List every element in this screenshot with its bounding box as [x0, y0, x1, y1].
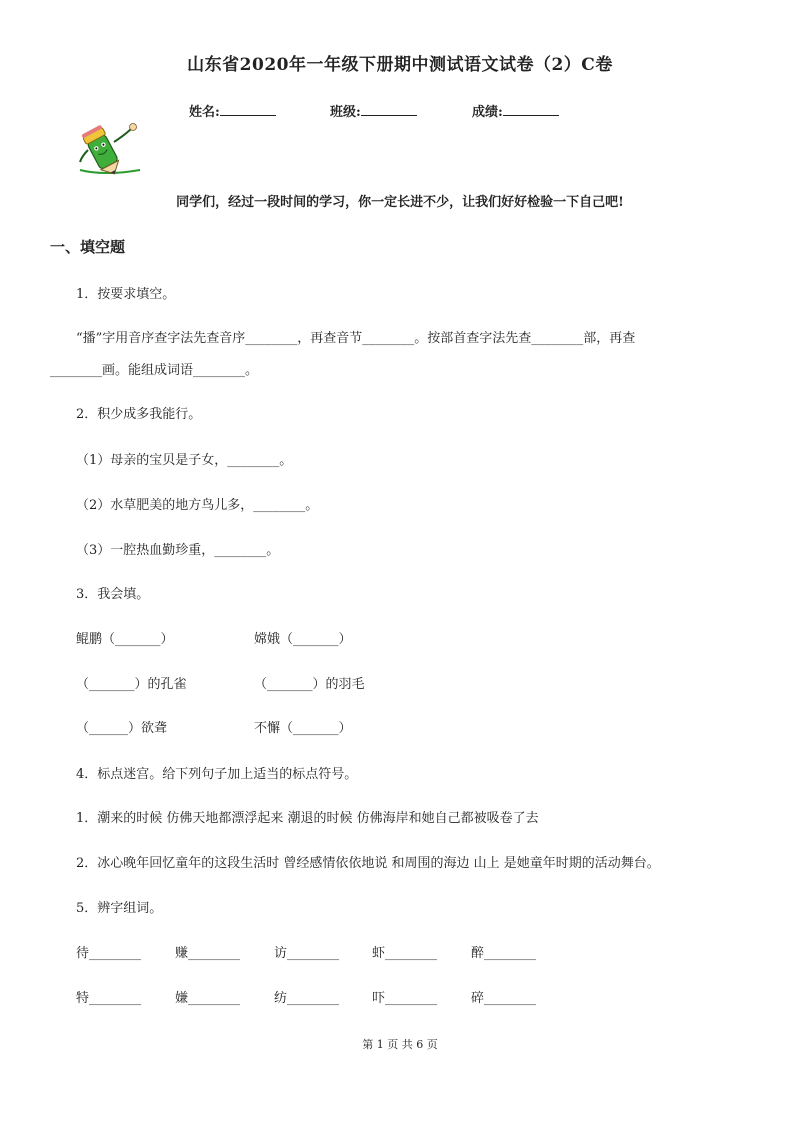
- q5-row1-item: 待________: [76, 946, 142, 961]
- section-heading-fill-blank: 一、填空题: [50, 238, 126, 256]
- q2-item-1: （1）母亲的宝贝是子女，________。: [76, 453, 293, 468]
- q5-row1-item: 醉________: [471, 946, 537, 961]
- q5-row1-item: 赚________: [175, 946, 241, 961]
- q1-line-1: “播”字用音序查字法先查音序________，再查音节________。按部首查字法先查________部，再查: [76, 331, 636, 346]
- q1-line-2: ________画。能组成词语________。: [50, 363, 259, 378]
- q3-title: 3．我会填。: [76, 587, 150, 602]
- q4-title: 4．标点迷宫。给下列句子加上适当的标点符号。: [76, 767, 358, 782]
- name-label: 姓名:: [189, 105, 220, 120]
- q1-title: 1．按要求填空。: [76, 287, 176, 302]
- pencil-mascot-icon: [74, 120, 146, 178]
- q2-item-3: （3）一腔热血勤珍重，________。: [76, 543, 280, 558]
- q5-row2-item: 特________: [76, 991, 142, 1006]
- q2-item-2: （2）水草肥美的地方鸟儿多，________。: [76, 498, 319, 513]
- q5-row2-item: 碎________: [471, 991, 537, 1006]
- q3-row2-col1: （_______）的孔雀: [76, 677, 187, 692]
- q3-row3-col1: （______）欲聋: [76, 721, 168, 736]
- class-field[interactable]: [330, 101, 417, 120]
- class-label: 班级:: [330, 105, 361, 120]
- name-field[interactable]: [189, 101, 276, 120]
- q5-row1-item: 访________: [274, 946, 340, 961]
- score-label: 成绩:: [472, 105, 503, 120]
- q4-sentence-1: 1．潮来的时候 仿佛天地都漂浮起来 潮退的时候 仿佛海岸和她自己都被吸卷了去: [76, 811, 539, 826]
- page-title: 山东省2020年一年级下册期中测试语文试卷（2）C卷: [187, 55, 613, 75]
- q5-row2-item: 纺________: [274, 991, 340, 1006]
- greeting-text: 同学们，经过一段时间的学习，你一定长进不少，让我们好好检验一下自己吧!: [176, 195, 624, 210]
- q5-title: 5．辨字组词。: [76, 901, 163, 916]
- score-field[interactable]: [472, 101, 559, 120]
- page-footer: 第 1 页 共 6 页: [362, 1038, 438, 1051]
- score-blank[interactable]: [503, 103, 559, 116]
- q4-sentence-2: 2．冰心晚年回忆童年的这段生活时 曾经感情依依地说 和周围的海边 山上 是她童年时期的活动舞台。: [76, 856, 660, 871]
- name-blank[interactable]: [220, 103, 276, 116]
- q3-row3-col2: 不懈（_______）: [254, 721, 352, 736]
- class-blank[interactable]: [361, 103, 417, 116]
- q3-row2-col2: （_______）的羽毛: [254, 677, 365, 692]
- q2-title: 2．积少成多我能行。: [76, 407, 202, 422]
- q5-row2-item: 吓________: [372, 991, 438, 1006]
- q3-row1-col2: 嫦娥（_______）: [254, 632, 352, 647]
- q5-row1-item: 虾________: [372, 946, 438, 961]
- q5-row2-item: 嫌________: [175, 991, 241, 1006]
- q3-row1-col1: 鲲鹏（_______）: [76, 632, 174, 647]
